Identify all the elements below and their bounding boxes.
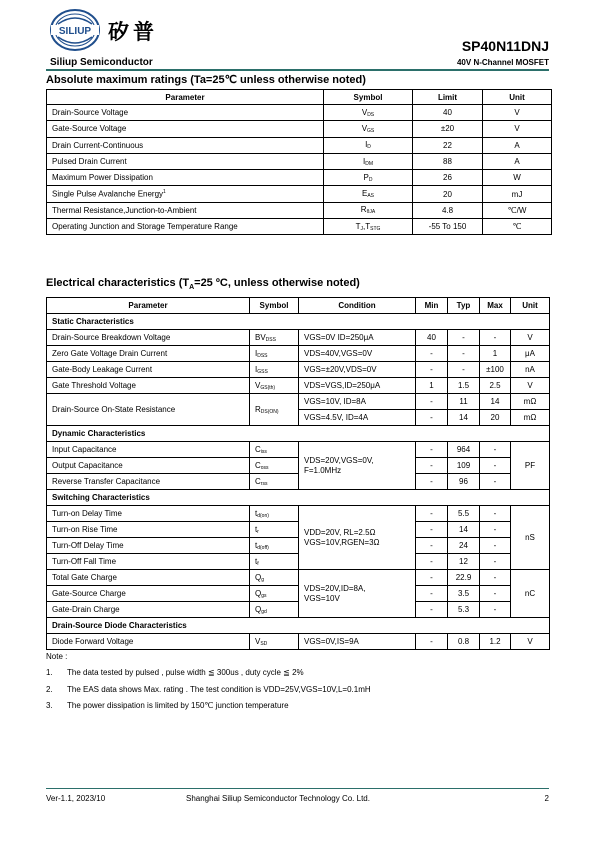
elec-title: Electrical characteristics ($T_A=25$ ºC, unless otherwise noted) [46, 277, 360, 292]
elec-symbol: td(off) [250, 538, 299, 554]
note-2-number: 2. [46, 685, 53, 694]
elec-condition: VGS=10V, ID=8A [299, 394, 416, 410]
elec-max: 1 [480, 346, 511, 362]
elec-unit: nS [511, 506, 550, 570]
elec-min: - [416, 522, 448, 538]
elec-condition: VDS=40V,VGS=0V [299, 346, 416, 362]
note-1-number: 1. [46, 668, 53, 677]
abs-max-row [47, 105, 552, 121]
elec-typ: 11 [448, 394, 480, 410]
device-subtitle: 40V N-Channel MOSFET [456, 58, 549, 67]
elec-min: - [416, 538, 448, 554]
elec-min: - [416, 362, 448, 378]
elec-param: Gate-Source Charge [47, 586, 250, 602]
elec-typ: 96 [448, 474, 480, 490]
elec-unit: mΩ [511, 394, 550, 410]
elec-min: - [416, 458, 448, 474]
elec-row [47, 522, 550, 538]
company-name: Siliup Semiconductor [50, 57, 153, 68]
elec-min: - [416, 442, 448, 458]
elec-unit: μA [511, 346, 550, 362]
section-title: Static Characteristics [47, 314, 550, 330]
elec-row [47, 458, 550, 474]
elec-condition: VGS=±20V,VDS=0V [299, 362, 416, 378]
elec-table [46, 297, 550, 650]
abs-unit: V [483, 105, 552, 121]
elec-symbol: Ciss [250, 442, 299, 458]
section-title: Dynamic Characteristics [47, 426, 550, 442]
note-3-text: The power dissipation is limited by 150℃ junction temperature [67, 701, 289, 710]
elec-typ: 109 [448, 458, 480, 474]
footer-rule [46, 788, 549, 789]
elec-min: 1 [416, 378, 448, 394]
elec-row [47, 362, 550, 378]
elec-max: - [480, 554, 511, 570]
elec-symbol: Qg [250, 570, 299, 586]
elec-row [47, 570, 550, 586]
abs-param: Single Pulse Avalanche Energy$^1$ [47, 186, 324, 202]
col-unit: Unit [511, 298, 550, 314]
abs-param: Thermal Resistance,Junction-to-Ambient [47, 202, 324, 218]
elec-condition: VDS=20V,VGS=0V, F=1.0MHz [299, 442, 416, 490]
abs-max-table [46, 89, 552, 235]
elec-typ: 5.5 [448, 506, 480, 522]
elec-symbol: Qgs [250, 586, 299, 602]
elec-row [47, 538, 550, 554]
abs-symbol: ID [324, 137, 413, 153]
col-symbol: Symbol [250, 298, 299, 314]
elec-param: Output Capacitance [47, 458, 250, 474]
elec-typ: 964 [448, 442, 480, 458]
col-condition: Condition [299, 298, 416, 314]
section-row-diode [47, 618, 550, 634]
elec-min: - [416, 586, 448, 602]
abs-max-title: Absolute maximum ratings (Ta=25℃ unless otherwise noted) [46, 74, 366, 86]
elec-unit: V [511, 634, 550, 650]
abs-max-row [47, 170, 552, 186]
elec-param: Turn-Off Delay Time [47, 538, 250, 554]
elec-max: 14 [480, 394, 511, 410]
elec-max: 2.5 [480, 378, 511, 394]
header-rule [46, 69, 549, 71]
elec-row [47, 602, 550, 618]
col-typ: Typ [448, 298, 480, 314]
part-number: SP40N11DNJ [461, 38, 549, 54]
col-max: Max [480, 298, 511, 314]
elec-max: - [480, 474, 511, 490]
elec-typ: - [448, 362, 480, 378]
elec-row [47, 474, 550, 490]
elec-row [47, 506, 550, 522]
note-2-text: The EAS data shows Max. rating . The test condition is VDD=25V,VGS=10V,L=0.1mH [67, 685, 371, 694]
abs-unit: mJ [483, 186, 552, 202]
note-label: Note : [46, 652, 68, 661]
abs-limit: 20 [413, 186, 483, 202]
elec-symbol: IGSS [250, 362, 299, 378]
abs-max-row [47, 219, 552, 235]
elec-symbol: tr [250, 522, 299, 538]
elec-min: - [416, 634, 448, 650]
elec-unit: mΩ [511, 410, 550, 426]
abs-param: Pulsed Drain Current [47, 153, 324, 169]
col-unit: Unit [483, 90, 552, 105]
elec-typ: - [448, 330, 480, 346]
elec-symbol: Qgd [250, 602, 299, 618]
elec-param: Gate Threshold Voltage [47, 378, 250, 394]
elec-typ: 0.8 [448, 634, 480, 650]
abs-symbol: TJ,TSTG [324, 219, 413, 235]
elec-max: 20 [480, 410, 511, 426]
elec-symbol: VSD [250, 634, 299, 650]
abs-limit: 40 [413, 105, 483, 121]
abs-symbol: RθJA [324, 202, 413, 218]
section-row-dynamic [47, 426, 550, 442]
elec-row [47, 586, 550, 602]
abs-symbol: VGS [324, 121, 413, 137]
elec-row [47, 442, 550, 458]
elec-typ: 3.5 [448, 586, 480, 602]
elec-max: 1.2 [480, 634, 511, 650]
abs-param: Operating Junction and Storage Temperature Range [47, 219, 324, 235]
section-row-static [47, 314, 550, 330]
col-parameter: Parameter [47, 298, 250, 314]
elec-max: - [480, 538, 511, 554]
elec-typ: 5.3 [448, 602, 480, 618]
elec-condition: VDS=20V,ID=8A, VGS=10V [299, 570, 416, 618]
company-chinese-name: 矽普 [108, 20, 158, 44]
abs-param: Maximum Power Dissipation [47, 170, 324, 186]
abs-limit: ±20 [413, 121, 483, 137]
col-min: Min [416, 298, 448, 314]
elec-min: - [416, 602, 448, 618]
abs-limit: 88 [413, 153, 483, 169]
elec-unit: PF [511, 442, 550, 490]
elec-param: Turn-on Delay Time [47, 506, 250, 522]
elec-min: - [416, 506, 448, 522]
abs-max-rows [47, 105, 552, 235]
abs-unit: A [483, 153, 552, 169]
elec-min: - [416, 410, 448, 426]
abs-max-header-row [47, 90, 552, 105]
siliup-logo [50, 9, 100, 51]
abs-max-row [47, 202, 552, 218]
elec-typ: - [448, 346, 480, 362]
elec-symbol: Coss [250, 458, 299, 474]
elec-condition: VGS=0V ID=250μA [299, 330, 416, 346]
elec-row [47, 378, 550, 394]
elec-condition: VGS=4.5V, ID=4A [299, 410, 416, 426]
elec-param: Gate-Drain Charge [47, 602, 250, 618]
elec-min: - [416, 474, 448, 490]
abs-unit: ℃/W [483, 202, 552, 218]
elec-param: Turn-Off Fall Time [47, 554, 250, 570]
abs-limit: 22 [413, 137, 483, 153]
elec-typ: 24 [448, 538, 480, 554]
elec-param: Reverse Transfer Capacitance [47, 474, 250, 490]
elec-header-row [47, 298, 550, 314]
elec-max: - [480, 586, 511, 602]
abs-symbol: IDM [324, 153, 413, 169]
abs-limit: 26 [413, 170, 483, 186]
abs-limit: 4.8 [413, 202, 483, 218]
elec-max: - [480, 570, 511, 586]
elec-param: Zero Gate Voltage Drain Current [47, 346, 250, 362]
section-title: Drain-Source Diode Characteristics [47, 618, 550, 634]
elec-symbol: BVDSS [250, 330, 299, 346]
abs-unit: ℃ [483, 219, 552, 235]
footer-version: Ver-1.1, 2023/10 [46, 794, 106, 803]
abs-unit: W [483, 170, 552, 186]
section-title: Switching Characteristics [47, 490, 550, 506]
abs-symbol: EAS [324, 186, 413, 202]
footer-page-number: 2 [544, 794, 549, 803]
abs-max-row [47, 137, 552, 153]
col-parameter: Parameter [47, 90, 324, 105]
elec-row [47, 554, 550, 570]
elec-unit: V [511, 330, 550, 346]
abs-max-row [47, 186, 552, 202]
elec-max: - [480, 330, 511, 346]
elec-symbol: RDS(ON) [250, 394, 299, 426]
elec-row [47, 394, 550, 410]
elec-typ: 22.9 [448, 570, 480, 586]
elec-condition: VDD=20V, RL=2.5Ω VGS=10V,RGEN=3Ω [299, 506, 416, 570]
elec-max: - [480, 602, 511, 618]
elec-row [47, 634, 550, 650]
elec-row [47, 346, 550, 362]
elec-max: - [480, 458, 511, 474]
elec-symbol: VGS(th) [250, 378, 299, 394]
elec-max: - [480, 522, 511, 538]
elec-unit: V [511, 378, 550, 394]
note-1-text: The data tested by pulsed , pulse width ≦ 300us , duty cycle ≦ 2% [67, 668, 304, 677]
elec-min: 40 [416, 330, 448, 346]
abs-max-row [47, 153, 552, 169]
abs-unit: A [483, 137, 552, 153]
abs-max-row [47, 121, 552, 137]
abs-param: Drain Current-Continuous [47, 137, 324, 153]
col-limit: Limit [413, 90, 483, 105]
elec-max: - [480, 442, 511, 458]
abs-symbol: PD [324, 170, 413, 186]
elec-param: Diode Forward Voltage [47, 634, 250, 650]
col-symbol: Symbol [324, 90, 413, 105]
elec-unit: nC [511, 570, 550, 618]
abs-symbol: VDS [324, 105, 413, 121]
elec-param: Turn-on Rise Time [47, 522, 250, 538]
elec-param: Gate-Body Leakage Current [47, 362, 250, 378]
section-row-switching [47, 490, 550, 506]
elec-row [47, 330, 550, 346]
elec-min: - [416, 394, 448, 410]
abs-unit: V [483, 121, 552, 137]
abs-limit: -55 To 150 [413, 219, 483, 235]
elec-condition: VGS=0V,IS=9A [299, 634, 416, 650]
elec-param: Total Gate Charge [47, 570, 250, 586]
elec-typ: 14 [448, 522, 480, 538]
elec-typ: 12 [448, 554, 480, 570]
elec-min: - [416, 570, 448, 586]
elec-symbol: Crss [250, 474, 299, 490]
elec-rows [47, 298, 550, 650]
elec-typ: 1.5 [448, 378, 480, 394]
elec-min: - [416, 554, 448, 570]
elec-symbol: td(on) [250, 506, 299, 522]
logo-text: SILIUP [58, 26, 92, 37]
note-3-number: 3. [46, 701, 53, 710]
footer-company: Shanghai Siliup Semiconductor Technology Co. Ltd. [186, 794, 370, 803]
elec-unit: nA [511, 362, 550, 378]
elec-condition: VDS=VGS,ID=250μA [299, 378, 416, 394]
elec-max: ±100 [480, 362, 511, 378]
elec-min: - [416, 346, 448, 362]
elec-typ: 14 [448, 410, 480, 426]
elec-param: Input Capacitance [47, 442, 250, 458]
elec-symbol: tf [250, 554, 299, 570]
elec-param: Drain-Source On-State Resistance [47, 394, 250, 426]
abs-param: Drain-Source Voltage [47, 105, 324, 121]
elec-param: Drain-Source Breakdown Voltage [47, 330, 250, 346]
elec-max: - [480, 506, 511, 522]
abs-param: Gate-Source Voltage [47, 121, 324, 137]
elec-symbol: IDSS [250, 346, 299, 362]
